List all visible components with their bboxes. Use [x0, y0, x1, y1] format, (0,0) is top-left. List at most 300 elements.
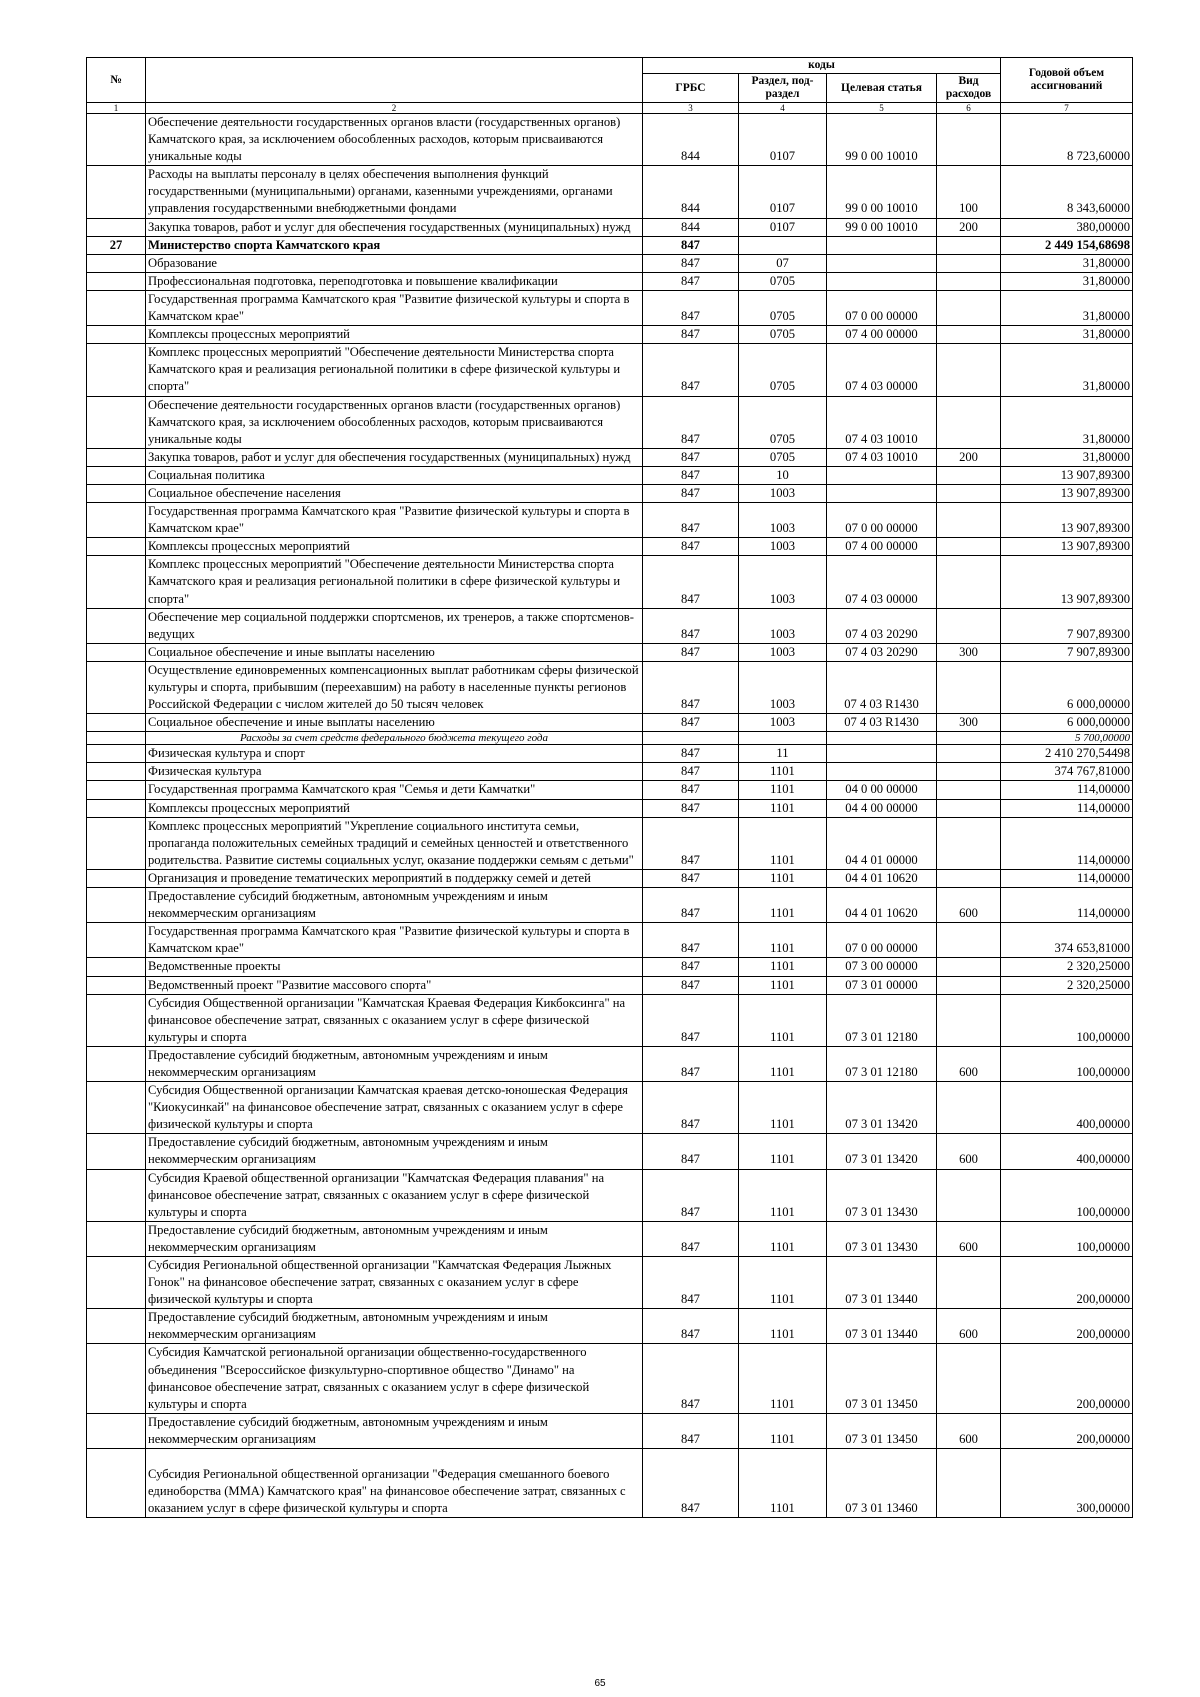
- row-name: Субсидия Краевой общественной организации "Камчатская Федерация плавания" на финансовое обеспечение затрат, связанных с оказанием услуг в сфере физической культуры и спорта: [146, 1169, 643, 1221]
- row-amount: 100,00000: [1001, 1169, 1133, 1221]
- row-name: Социальное обеспечение и иные выплаты населению: [146, 714, 643, 732]
- row-target-article: 07 4 03 10010: [827, 448, 937, 466]
- row-number: [87, 1046, 146, 1081]
- row-number: [87, 344, 146, 396]
- row-name: Социальное обеспечение населения: [146, 484, 643, 502]
- table-row: [87, 466, 1133, 484]
- row-expense-type: 100: [937, 166, 1001, 218]
- table-row: [87, 661, 1133, 713]
- table-row: [87, 538, 1133, 556]
- row-name: Предоставление субсидий бюджетным, автономным учреждениям и иным некоммерческим организациям: [146, 1221, 643, 1256]
- row-grbs: 847: [643, 745, 739, 763]
- row-number: [87, 763, 146, 781]
- row-amount: 100,00000: [1001, 994, 1133, 1046]
- row-expense-type: [937, 290, 1001, 325]
- table-row: [87, 763, 1133, 781]
- row-section: 1101: [739, 1221, 827, 1256]
- row-target-article: 07 4 03 10010: [827, 396, 937, 448]
- row-number: [87, 1221, 146, 1256]
- row-amount: 374 653,81000: [1001, 923, 1133, 958]
- row-amount: 2 410 270,54498: [1001, 745, 1133, 763]
- row-number: [87, 923, 146, 958]
- row-number: [87, 166, 146, 218]
- row-amount: 31,80000: [1001, 326, 1133, 344]
- row-name: Комплексы процессных мероприятий: [146, 538, 643, 556]
- row-grbs: 847: [643, 714, 739, 732]
- row-name: Субсидия Общественной организации Камчатская краевая детско-юношеская Федерация "Киокусинкай" на финансовое обеспечение затрат, связанных с оказанием услуг в сфере физической культуры и спорта: [146, 1082, 643, 1134]
- row-grbs: 847: [643, 290, 739, 325]
- row-amount: 100,00000: [1001, 1221, 1133, 1256]
- row-grbs: 847: [643, 976, 739, 994]
- row-target-article: 07 4 00 00000: [827, 326, 937, 344]
- row-section: [739, 732, 827, 745]
- row-number: [87, 484, 146, 502]
- row-amount: 8 723,60000: [1001, 114, 1133, 166]
- row-name: Предоставление субсидий бюджетным, автономным учреждениям и иным некоммерческим организациям: [146, 1134, 643, 1169]
- row-expense-type: 300: [937, 643, 1001, 661]
- row-expense-type: [937, 484, 1001, 502]
- row-section: 1101: [739, 1082, 827, 1134]
- row-amount: 2 320,25000: [1001, 976, 1133, 994]
- table-row: [87, 994, 1133, 1046]
- row-expense-type: [937, 396, 1001, 448]
- table-row: [87, 344, 1133, 396]
- row-amount: 31,80000: [1001, 344, 1133, 396]
- row-target-article: [827, 484, 937, 502]
- table-row: [87, 326, 1133, 344]
- row-grbs: 844: [643, 114, 739, 166]
- row-grbs: 847: [643, 1344, 739, 1413]
- row-expense-type: [937, 254, 1001, 272]
- row-grbs: 847: [643, 556, 739, 608]
- row-grbs: 847: [643, 272, 739, 290]
- row-amount: 13 907,89300: [1001, 538, 1133, 556]
- table-row: [87, 923, 1133, 958]
- row-grbs: 844: [643, 166, 739, 218]
- row-number: [87, 290, 146, 325]
- row-name: Комплекс процессных мероприятий "Обеспечение деятельности Министерства спорта Камчатского края и реализация региональной политики в сфере физической культуры и спорта": [146, 556, 643, 608]
- row-amount: 7 907,89300: [1001, 643, 1133, 661]
- row-target-article: 07 3 01 13450: [827, 1344, 937, 1413]
- row-target-article: 04 4 00 00000: [827, 799, 937, 817]
- row-target-article: 04 4 01 10620: [827, 888, 937, 923]
- table-row: [87, 745, 1133, 763]
- row-target-article: 07 3 01 13460: [827, 1449, 937, 1518]
- row-name: Расходы на выплаты персоналу в целях обеспечения выполнения функций государственными (муниципальными) органами, казенными учреждениями, органами управления государственными внебюджетными фондами: [146, 166, 643, 218]
- row-target-article: 07 0 00 00000: [827, 290, 937, 325]
- row-target-article: 07 0 00 00000: [827, 923, 937, 958]
- row-section: 1101: [739, 994, 827, 1046]
- table-row: [87, 888, 1133, 923]
- row-target-article: 04 4 01 10620: [827, 869, 937, 887]
- row-number: [87, 1082, 146, 1134]
- table-row: [87, 1309, 1133, 1344]
- header-row-1: [87, 58, 1133, 74]
- row-amount: 114,00000: [1001, 781, 1133, 799]
- row-number: [87, 732, 146, 745]
- row-section: 1101: [739, 1344, 827, 1413]
- row-grbs: 847: [643, 1449, 739, 1518]
- row-expense-type: [937, 1082, 1001, 1134]
- row-section: 1101: [739, 817, 827, 869]
- row-number: [87, 556, 146, 608]
- row-section: 1003: [739, 714, 827, 732]
- table-row: [87, 976, 1133, 994]
- row-number: [87, 538, 146, 556]
- row-number: [87, 1449, 146, 1518]
- table-row: [87, 503, 1133, 538]
- row-expense-type: 600: [937, 888, 1001, 923]
- row-target-article: 07 4 03 00000: [827, 556, 937, 608]
- row-number: 27: [87, 236, 146, 254]
- row-number: [87, 1344, 146, 1413]
- row-section: 0705: [739, 290, 827, 325]
- row-expense-type: 200: [937, 218, 1001, 236]
- header-codes: коды: [643, 58, 1001, 74]
- row-number: [87, 326, 146, 344]
- row-grbs: 847: [643, 1169, 739, 1221]
- row-grbs: 847: [643, 799, 739, 817]
- row-amount: 13 907,89300: [1001, 503, 1133, 538]
- row-grbs: 847: [643, 817, 739, 869]
- row-number: [87, 1413, 146, 1448]
- row-section: 0107: [739, 114, 827, 166]
- row-expense-type: 600: [937, 1221, 1001, 1256]
- row-number: [87, 608, 146, 643]
- row-grbs: 847: [643, 1257, 739, 1309]
- header-annual-volume: Годовой объем ассигнований: [1001, 58, 1133, 103]
- row-amount: 7 907,89300: [1001, 608, 1133, 643]
- row-section: 1101: [739, 781, 827, 799]
- row-grbs: 847: [643, 661, 739, 713]
- row-name: Обеспечение мер социальной поддержки спортсменов, их тренеров, а также спортсменов-ведущих: [146, 608, 643, 643]
- row-grbs: 847: [643, 484, 739, 502]
- table-row: [87, 166, 1133, 218]
- row-target-article: 07 4 03 20290: [827, 608, 937, 643]
- row-grbs: 847: [643, 503, 739, 538]
- table-row: [87, 1257, 1133, 1309]
- row-target-article: 07 3 01 13450: [827, 1413, 937, 1448]
- row-name: Субсидия Региональной общественной организации "Камчатская Федерация Лыжных Гонок" на финансовое обеспечение затрат, связанных с оказанием услуг в сфере физической культуры и спорта: [146, 1257, 643, 1309]
- row-grbs: 847: [643, 344, 739, 396]
- column-number: 2: [146, 103, 643, 114]
- row-expense-type: [937, 236, 1001, 254]
- table-row: [87, 1046, 1133, 1081]
- row-expense-type: [937, 326, 1001, 344]
- table-row: [87, 643, 1133, 661]
- row-target-article: 07 3 01 13430: [827, 1221, 937, 1256]
- row-name: Расходы за счет средств федерального бюджета текущего года: [146, 732, 643, 745]
- row-amount: 380,00000: [1001, 218, 1133, 236]
- row-name: Социальное обеспечение и иные выплаты населению: [146, 643, 643, 661]
- page-number: 65: [594, 1678, 606, 1689]
- row-name: Государственная программа Камчатского края "Развитие физической культуры и спорта в Камчатском крае": [146, 290, 643, 325]
- row-name: Комплекс процессных мероприятий "Обеспечение деятельности Министерства спорта Камчатского края и реализация региональной политики в сфере физической культуры и спорта": [146, 344, 643, 396]
- row-name: Закупка товаров, работ и услуг для обеспечения государственных (муниципальных) нужд: [146, 448, 643, 466]
- header-number: №: [87, 58, 146, 103]
- row-section: 0705: [739, 344, 827, 396]
- row-target-article: 99 0 00 10010: [827, 114, 937, 166]
- row-grbs: 847: [643, 254, 739, 272]
- row-amount: 114,00000: [1001, 799, 1133, 817]
- row-amount: 6 000,00000: [1001, 661, 1133, 713]
- row-section: 11: [739, 745, 827, 763]
- row-expense-type: [937, 503, 1001, 538]
- row-expense-type: [937, 556, 1001, 608]
- table-row: [87, 1221, 1133, 1256]
- table-row: [87, 448, 1133, 466]
- header-expense-type: Вид расходов: [937, 74, 1001, 103]
- row-name: Государственная программа Камчатского края "Развитие физической культуры и спорта в Камчатском крае": [146, 923, 643, 958]
- row-expense-type: [937, 976, 1001, 994]
- row-name: Субсидия Камчатской региональной организации общественно-государственного объединения "Всероссийское физкультурно-спортивное общество "Динамо" на финансовое обеспечение затрат, связанных с оказанием услуг в сфере физической культуры и спорта: [146, 1344, 643, 1413]
- row-number: [87, 661, 146, 713]
- row-name: Предоставление субсидий бюджетным, автономным учреждениям и иным некоммерческим организациям: [146, 1046, 643, 1081]
- row-amount: 200,00000: [1001, 1309, 1133, 1344]
- row-target-article: 07 3 00 00000: [827, 958, 937, 976]
- header-name: [146, 58, 643, 103]
- column-number: 5: [827, 103, 937, 114]
- row-number: [87, 714, 146, 732]
- header-column-numbers: [87, 103, 1133, 114]
- row-section: 1101: [739, 888, 827, 923]
- row-name: Физическая культура и спорт: [146, 745, 643, 763]
- row-grbs: 847: [643, 236, 739, 254]
- row-number: [87, 218, 146, 236]
- row-name: Профессиональная подготовка, переподготовка и повышение квалификации: [146, 272, 643, 290]
- row-amount: 114,00000: [1001, 869, 1133, 887]
- row-expense-type: [937, 745, 1001, 763]
- row-name: Образование: [146, 254, 643, 272]
- row-target-article: 07 3 01 13420: [827, 1134, 937, 1169]
- row-section: 1101: [739, 1309, 827, 1344]
- row-amount: 13 907,89300: [1001, 484, 1133, 502]
- row-target-article: [827, 763, 937, 781]
- row-section: 1101: [739, 1257, 827, 1309]
- budget-table: [86, 57, 1133, 1518]
- row-name: Государственная программа Камчатского края "Семья и дети Камчатки": [146, 781, 643, 799]
- row-grbs: 847: [643, 643, 739, 661]
- row-number: [87, 799, 146, 817]
- row-amount: 200,00000: [1001, 1344, 1133, 1413]
- row-amount: 5 700,00000: [1001, 732, 1133, 745]
- row-expense-type: [937, 763, 1001, 781]
- row-expense-type: 200: [937, 448, 1001, 466]
- row-target-article: 99 0 00 10010: [827, 218, 937, 236]
- row-name: Организация и проведение тематических мероприятий в поддержку семей и детей: [146, 869, 643, 887]
- row-section: 1003: [739, 556, 827, 608]
- row-amount: 400,00000: [1001, 1134, 1133, 1169]
- row-grbs: 847: [643, 763, 739, 781]
- row-target-article: 07 0 00 00000: [827, 503, 937, 538]
- table-row: [87, 1082, 1133, 1134]
- row-grbs: 847: [643, 448, 739, 466]
- table-row: [87, 817, 1133, 869]
- row-grbs: 847: [643, 1134, 739, 1169]
- table-row: [87, 781, 1133, 799]
- row-target-article: 07 3 01 00000: [827, 976, 937, 994]
- row-section: 1003: [739, 484, 827, 502]
- row-amount: 300,00000: [1001, 1449, 1133, 1518]
- row-target-article: 07 3 01 13440: [827, 1309, 937, 1344]
- row-section: 1101: [739, 799, 827, 817]
- row-name: Обеспечение деятельности государственных органов власти (государственных органов) Камчатского края, за исключением обособленных расходов, которым присваиваются уникальные коды: [146, 396, 643, 448]
- row-grbs: 847: [643, 869, 739, 887]
- table-row: [87, 608, 1133, 643]
- row-grbs: 847: [643, 1221, 739, 1256]
- row-target-article: [827, 745, 937, 763]
- row-grbs: 847: [643, 1046, 739, 1081]
- row-grbs: 847: [643, 888, 739, 923]
- row-section: 1101: [739, 1413, 827, 1448]
- row-section: 0107: [739, 218, 827, 236]
- row-name: Министерство спорта Камчатского края: [146, 236, 643, 254]
- row-expense-type: [937, 272, 1001, 290]
- row-target-article: [827, 254, 937, 272]
- header-section: Раздел, под-раздел: [739, 74, 827, 103]
- table-row: [87, 1449, 1133, 1518]
- row-grbs: 847: [643, 958, 739, 976]
- row-expense-type: [937, 608, 1001, 643]
- table-row: [87, 1413, 1133, 1448]
- row-expense-type: [937, 732, 1001, 745]
- table-row: [87, 1344, 1133, 1413]
- row-section: 1003: [739, 661, 827, 713]
- row-name: Государственная программа Камчатского края "Развитие физической культуры и спорта в Камчатском крае": [146, 503, 643, 538]
- row-amount: 200,00000: [1001, 1413, 1133, 1448]
- row-name: Обеспечение деятельности государственных органов власти (государственных органов) Камчатского края, за исключением обособленных расходов, которым присваиваются уникальные коды: [146, 114, 643, 166]
- row-amount: 31,80000: [1001, 396, 1133, 448]
- row-expense-type: [937, 344, 1001, 396]
- row-number: [87, 396, 146, 448]
- row-expense-type: [937, 958, 1001, 976]
- row-section: 1101: [739, 958, 827, 976]
- row-name: Ведомственные проекты: [146, 958, 643, 976]
- row-grbs: 847: [643, 1309, 739, 1344]
- row-expense-type: [937, 869, 1001, 887]
- row-amount: 374 767,81000: [1001, 763, 1133, 781]
- row-number: [87, 643, 146, 661]
- row-name: Комплекс процессных мероприятий "Укрепление социального института семьи, пропаганда положительных семейных традиций и семейных ценностей и ответственного родительства. Развитие системы социальных услуг, оказание поддержки семьям с детьми": [146, 817, 643, 869]
- row-section: 07: [739, 254, 827, 272]
- row-amount: 31,80000: [1001, 272, 1133, 290]
- row-target-article: 04 4 01 00000: [827, 817, 937, 869]
- row-amount: 400,00000: [1001, 1082, 1133, 1134]
- row-target-article: 99 0 00 10010: [827, 166, 937, 218]
- column-number: 7: [1001, 103, 1133, 114]
- row-section: 10: [739, 466, 827, 484]
- row-amount: 8 343,60000: [1001, 166, 1133, 218]
- row-expense-type: [937, 1344, 1001, 1413]
- row-amount: 2 320,25000: [1001, 958, 1133, 976]
- row-expense-type: [937, 661, 1001, 713]
- row-number: [87, 958, 146, 976]
- row-amount: 31,80000: [1001, 290, 1133, 325]
- row-amount: 13 907,89300: [1001, 466, 1133, 484]
- row-number: [87, 254, 146, 272]
- row-grbs: 847: [643, 923, 739, 958]
- row-grbs: 844: [643, 218, 739, 236]
- table-row: [87, 484, 1133, 502]
- row-number: [87, 503, 146, 538]
- row-section: 0705: [739, 396, 827, 448]
- row-section: 1101: [739, 1046, 827, 1081]
- row-expense-type: [937, 799, 1001, 817]
- row-expense-type: [937, 1169, 1001, 1221]
- row-section: 1101: [739, 1134, 827, 1169]
- table-row: [87, 272, 1133, 290]
- row-section: [739, 236, 827, 254]
- row-name: Предоставление субсидий бюджетным, автономным учреждениям и иным некоммерческим организациям: [146, 1413, 643, 1448]
- row-name: Физическая культура: [146, 763, 643, 781]
- row-name: Комплексы процессных мероприятий: [146, 326, 643, 344]
- row-number: [87, 869, 146, 887]
- row-number: [87, 994, 146, 1046]
- table-row: [87, 114, 1133, 166]
- row-section: 1101: [739, 869, 827, 887]
- row-expense-type: [937, 923, 1001, 958]
- column-number: 6: [937, 103, 1001, 114]
- row-section: 0705: [739, 272, 827, 290]
- row-name: Социальная политика: [146, 466, 643, 484]
- row-name: Субсидия Общественной организации "Камчатская Краевая Федерация Кикбоксинга" на финансовое обеспечение затрат, связанных с оказанием услуг в сфере физической культуры и спорта: [146, 994, 643, 1046]
- row-target-article: 07 3 01 13420: [827, 1082, 937, 1134]
- row-section: 1101: [739, 923, 827, 958]
- row-expense-type: [937, 1449, 1001, 1518]
- row-number: [87, 976, 146, 994]
- table-row: [87, 732, 1133, 745]
- row-expense-type: [937, 817, 1001, 869]
- row-expense-type: [937, 781, 1001, 799]
- row-expense-type: 600: [937, 1413, 1001, 1448]
- table-row: [87, 236, 1133, 254]
- row-number: [87, 1134, 146, 1169]
- row-name: Осуществление единовременных компенсационных выплат работникам сферы физической культуры и спорта, прибывшим (переехавшим) на работу в населенные пункты регионов Российской Федерации с числом жителей до 50 тысяч человек: [146, 661, 643, 713]
- row-target-article: 07 4 00 00000: [827, 538, 937, 556]
- row-grbs: 847: [643, 781, 739, 799]
- row-number: [87, 272, 146, 290]
- row-number: [87, 1309, 146, 1344]
- row-section: 1101: [739, 1449, 827, 1518]
- row-amount: 31,80000: [1001, 254, 1133, 272]
- row-amount: 31,80000: [1001, 448, 1133, 466]
- row-section: 0705: [739, 448, 827, 466]
- row-amount: 114,00000: [1001, 817, 1133, 869]
- column-number: 4: [739, 103, 827, 114]
- row-amount: 2 449 154,68698: [1001, 236, 1133, 254]
- header-target-article: Целевая статья: [827, 74, 937, 103]
- row-number: [87, 1169, 146, 1221]
- row-expense-type: [937, 994, 1001, 1046]
- row-section: 1101: [739, 1169, 827, 1221]
- table-row: [87, 714, 1133, 732]
- row-grbs: 847: [643, 466, 739, 484]
- row-target-article: 07 3 01 13440: [827, 1257, 937, 1309]
- row-section: 1003: [739, 503, 827, 538]
- row-amount: 100,00000: [1001, 1046, 1133, 1081]
- row-grbs: 847: [643, 1413, 739, 1448]
- row-expense-type: 300: [937, 714, 1001, 732]
- row-grbs: 847: [643, 538, 739, 556]
- row-grbs: 847: [643, 1082, 739, 1134]
- table-row: [87, 1169, 1133, 1221]
- row-target-article: [827, 236, 937, 254]
- table-row: [87, 869, 1133, 887]
- row-expense-type: 600: [937, 1134, 1001, 1169]
- table-row: [87, 254, 1133, 272]
- row-expense-type: 600: [937, 1309, 1001, 1344]
- row-name: Комплексы процессных мероприятий: [146, 799, 643, 817]
